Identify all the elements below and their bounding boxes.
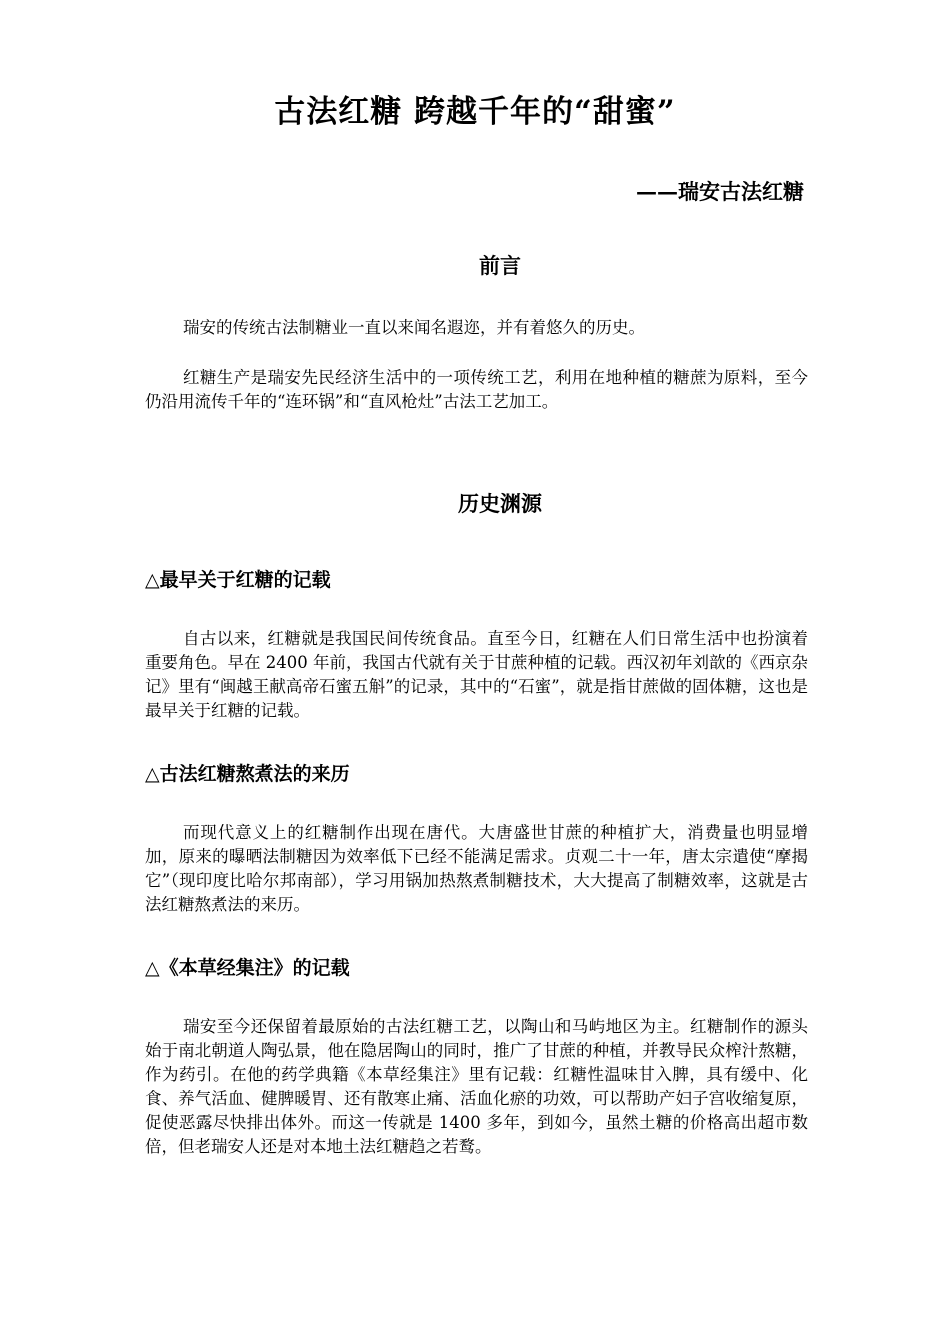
document-title: 古法红糖 跨越千年的“甜蜜”	[274, 94, 676, 130]
subsection-paragraph-boiling-method: 而现代意义上的红糖制作出现在唐代。大唐盛世甘蔗的种植扩大，消费量也明显增加，原来的曝晒法制糖因为效率低下已经不能满足需求。贞观二十一年，唐太宗遣使“摩揭它”（现印度比哈尔邦南部），学习用锅加热熬煮制糖技术，大大提高了制糖效率，这就是古法红糖熬煮法的来历。	[145, 823, 808, 914]
subsection-heading-bencao: △《本草经集注》的记载	[145, 957, 350, 979]
preface-paragraph-1: 瑞安的传统古法制糖业一直以来闻名遐迩，并有着悠久的历史。	[183, 318, 645, 337]
document-subtitle: ——瑞安古法红糖	[636, 179, 804, 204]
subsection-paragraph-earliest-record: 自古以来，红糖就是我国民间传统食品。直至今日，红糖在人们日常生活中也扮演着重要角色。早在 2400 年前，我国古代就有关于甘蔗种植的记载。西汉初年刘歆的《西京杂记》里有“闽越王献高帝石蜜五斛”的记录，其中的“石蜜”，就是指甘蔗做的固体糖，这也是最早关于红糖的记载。	[145, 629, 808, 720]
preface-paragraph-2: 红糖生产是瑞安先民经济生活中的一项传统工艺，利用在地种植的糖蔗为原料，至今仍沿用流传千年的“连环锅”和“直风枪灶”古法工艺加工。	[145, 368, 808, 411]
section-heading-history: 历史渊源	[458, 491, 542, 516]
subsection-heading-earliest-record: △最早关于红糖的记载	[145, 569, 331, 591]
subsection-heading-boiling-method: △古法红糖熬煮法的来历	[145, 763, 350, 785]
subsection-paragraph-bencao: 瑞安至今还保留着最原始的古法红糖工艺，以陶山和马屿地区为主。红糖制作的源头始于南北朝道人陶弘景，他在隐居陶山的同时，推广了甘蔗的种植，并教导民众榨汁熬糖，作为药引。在他的药学典籍《本草经集注》里有记载：红糖性温味甘入脾，具有缓中、化食、养气活血、健脾暖胃、还有散寒止痛、活血化瘀的功效，可以帮助产妇子宫收缩复原，促使恶露尽快排出体外。而这一传就是 1400 多年，到如今，虽然土糖的价格高出超市数倍，但老瑞安人还是对本地土法红糖趋之若鹜。	[145, 1017, 808, 1156]
section-heading-preface: 前言	[479, 253, 521, 278]
